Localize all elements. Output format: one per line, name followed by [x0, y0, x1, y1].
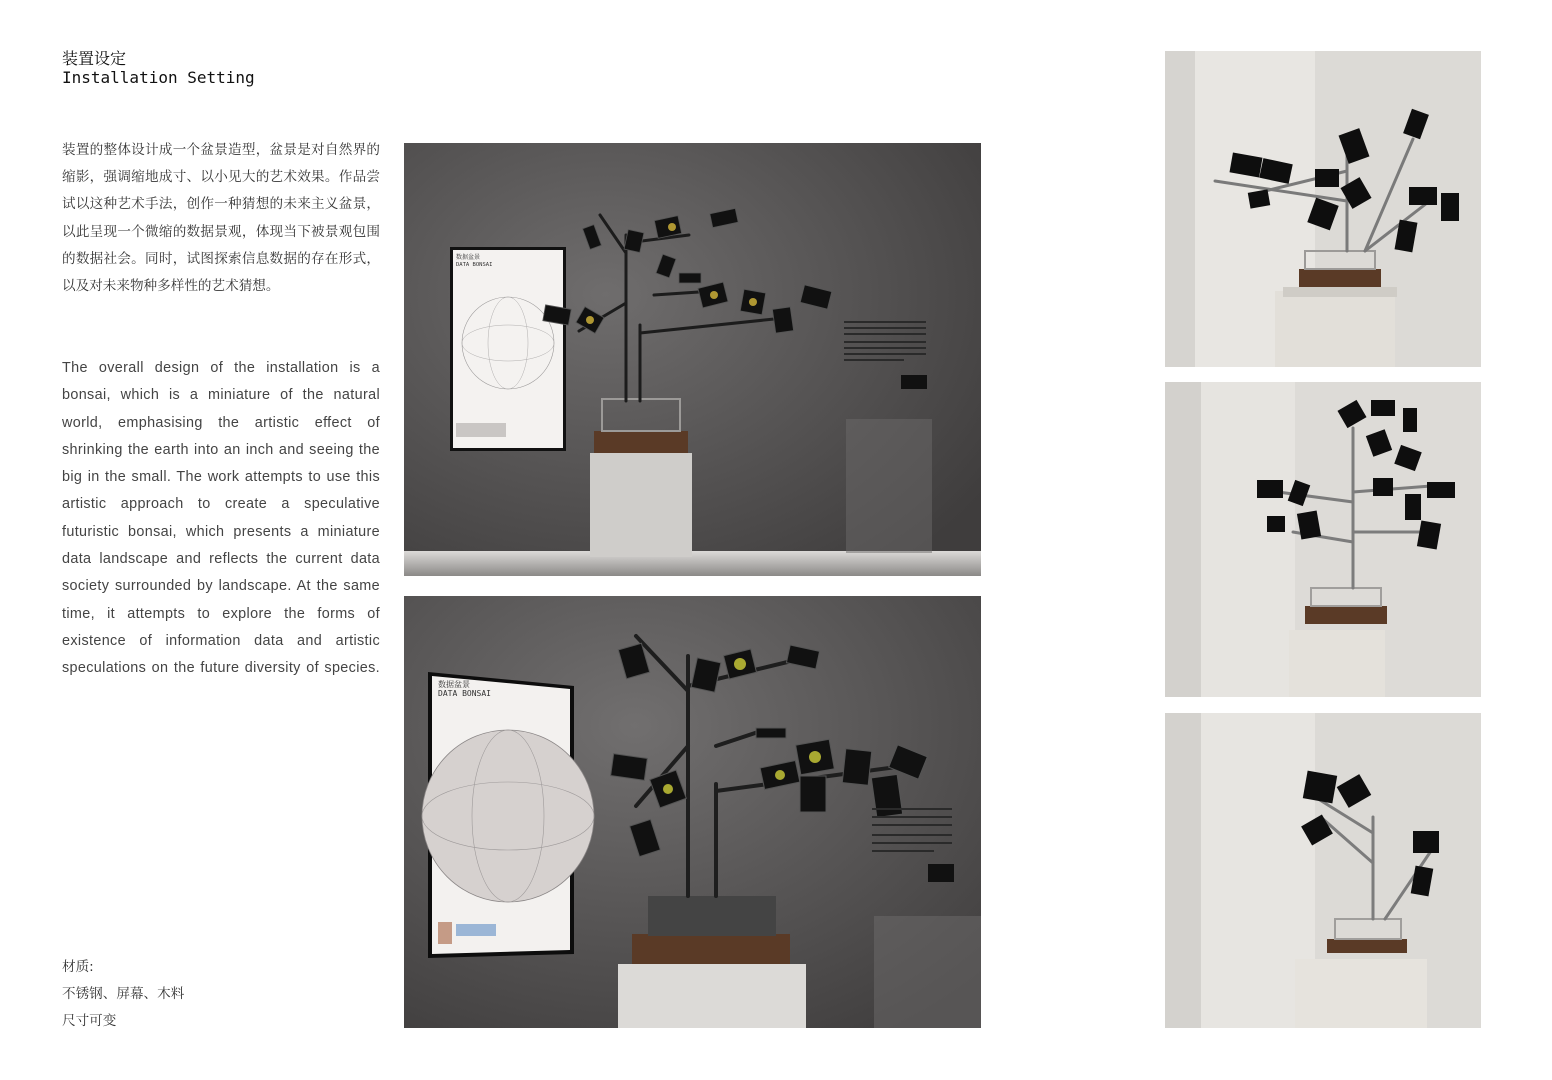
materials-size: 尺寸可变 [62, 1013, 117, 1029]
gallery-render-close [404, 596, 981, 1028]
poster-large-title-zh: 数据盆景 [438, 680, 470, 689]
studio-render-1 [1165, 51, 1481, 367]
materials-items: 不锈钢、屏幕、木料 [62, 986, 185, 1002]
description-en: The overall design of the installation is a bonsai, which is a miniature of the natural world, emphasising the artistic effect of shrinking the earth into an inch and seeing the big in the small. The work attempts to use this artistic approach to create a speculative futuristic bonsai, which presents a miniature data landscape and reflects the current data society surrounded by landscape. At the same time, it attempts to explore the forms of existence of information data and artistic speculations on the future diversity of species. [62, 360, 380, 677]
page-title-en: Installation Setting [62, 68, 255, 87]
page-title-zh: 装置设定 [62, 49, 127, 68]
gallery-render-front [404, 143, 981, 576]
poster-lightbox-large [422, 672, 594, 958]
studio-render-2 [1165, 382, 1481, 697]
description-zh: 装置的整体设计成一个盆景造型，盆景是对自然界的缩影，强调缩地成寸、以小见大的艺术效果。作品尝试以这种艺术手法，创作一种猜想的未来主义盆景，以此呈现一个微缩的数据景观，体现当下被景观包围的数据社会。同时，试图探索信息数据的存在形式，以及对未来物种多样性的艺术猜想。 [62, 142, 380, 295]
poster-title-zh: 数据盆景 [456, 254, 481, 261]
studio-render-3 [1165, 713, 1481, 1028]
poster-large-title-en: DATA BONSAI [438, 689, 491, 698]
poster-title-en: DATA BONSAI [456, 262, 493, 268]
poster-lightbox [450, 247, 566, 451]
materials-block [62, 954, 184, 1035]
materials-label: 材质: [62, 959, 94, 975]
